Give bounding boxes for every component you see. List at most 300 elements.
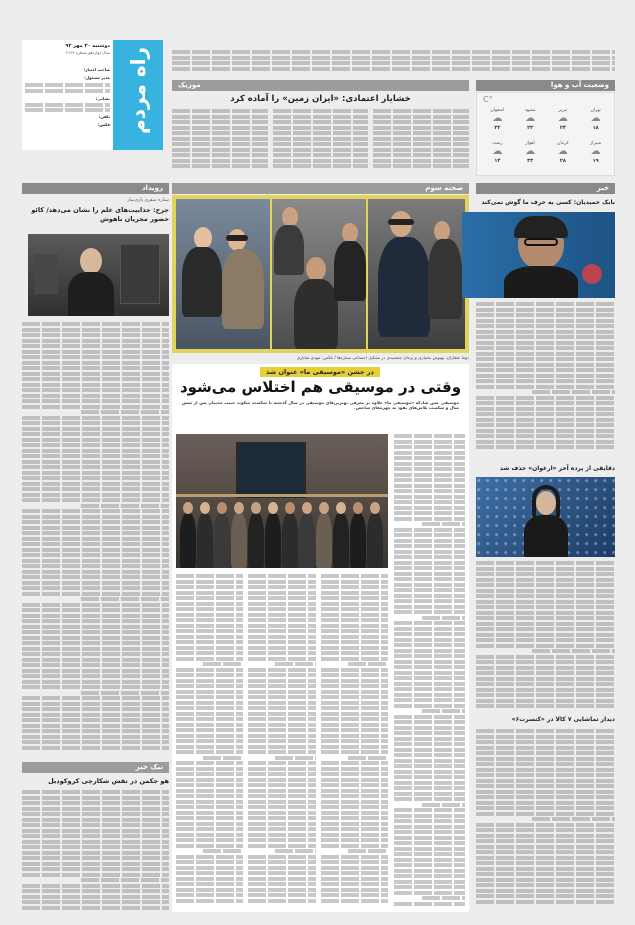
text-line — [275, 756, 315, 760]
text-line — [321, 811, 388, 815]
text-line — [176, 651, 243, 655]
person-head — [268, 502, 278, 514]
text-line — [321, 596, 388, 600]
text-line — [22, 366, 169, 370]
text-line — [394, 577, 465, 581]
bottom-left-headline: هو جکمن در نقش شکارچی کروکودیل — [48, 777, 169, 785]
text-line — [321, 877, 388, 881]
text-line — [22, 322, 169, 326]
text-line — [22, 685, 169, 689]
logo-text: راه مردم — [126, 47, 150, 134]
text-line — [176, 596, 243, 600]
text-line — [176, 789, 243, 793]
text-line — [248, 734, 315, 738]
text-line — [321, 673, 388, 677]
text-line — [394, 671, 465, 675]
text-line — [203, 662, 243, 666]
text-line — [476, 883, 615, 887]
text-line — [176, 750, 243, 754]
weather-city: تهران — [590, 108, 601, 113]
text-line — [394, 489, 465, 493]
text-line — [81, 878, 169, 882]
text-line — [176, 701, 243, 705]
text-line — [476, 644, 615, 648]
text-line — [476, 773, 615, 777]
text-line — [248, 838, 315, 842]
text-line — [394, 456, 465, 460]
person-body — [316, 513, 332, 568]
person-head — [200, 502, 210, 514]
text-line — [476, 845, 615, 849]
text-line — [176, 844, 243, 848]
text-line — [321, 701, 388, 705]
text-line — [22, 790, 169, 794]
text-line — [22, 498, 169, 502]
text-line — [394, 555, 465, 559]
text-line — [476, 319, 615, 323]
text-line — [476, 633, 615, 637]
text-line — [22, 537, 169, 541]
text-line — [176, 866, 243, 870]
text-line — [22, 696, 169, 700]
text-line — [22, 559, 169, 563]
text-line — [394, 654, 465, 658]
text-line — [476, 666, 615, 670]
text-line — [476, 699, 615, 703]
text-line — [22, 509, 169, 513]
text-line — [248, 794, 315, 798]
text-line — [248, 844, 315, 848]
text-line — [176, 728, 243, 732]
text-line — [22, 823, 169, 827]
text-line — [248, 640, 315, 644]
person-head — [353, 502, 363, 514]
text-line — [248, 613, 315, 617]
text-line — [394, 797, 465, 801]
text-line — [394, 478, 465, 482]
text-line — [394, 682, 465, 686]
text-line — [248, 761, 315, 765]
text-line — [176, 591, 243, 595]
text-line — [22, 718, 169, 722]
person-body — [248, 513, 264, 568]
text-line — [22, 724, 169, 728]
text-line — [248, 866, 315, 870]
text-line — [176, 602, 243, 606]
text-line — [321, 844, 388, 848]
text-line — [81, 597, 169, 601]
text-line — [176, 734, 243, 738]
text-line — [22, 867, 169, 871]
text-line — [22, 619, 169, 623]
weather-city: اهواز — [525, 141, 535, 146]
text-line — [476, 812, 615, 816]
top-info-strip — [172, 48, 615, 76]
text-line — [394, 506, 465, 510]
text-line — [321, 580, 388, 584]
text-line — [22, 674, 169, 678]
person-body — [350, 513, 366, 568]
text-line — [176, 745, 243, 749]
text-line — [321, 668, 388, 672]
cloud-icon: ☁ — [590, 113, 601, 124]
text-line — [476, 856, 615, 860]
person-body — [231, 513, 247, 568]
text-line — [176, 882, 243, 886]
text-line — [176, 800, 243, 804]
masthead-info — [22, 40, 113, 150]
crowd-figures — [176, 496, 388, 568]
text-line — [22, 581, 169, 585]
text-line — [248, 580, 315, 584]
text-line — [22, 542, 169, 546]
weather-city: رشت — [492, 141, 503, 146]
text-line — [321, 772, 388, 776]
text-line — [176, 761, 243, 765]
text-line — [422, 522, 465, 526]
text-line — [394, 891, 465, 895]
text-line — [248, 712, 315, 716]
text-line — [394, 698, 465, 702]
text-line — [22, 427, 169, 431]
photo-right — [368, 199, 465, 349]
text-line — [476, 729, 615, 733]
text-line — [248, 717, 315, 721]
third-scene-label: صحنه سوم — [425, 184, 463, 192]
weather-temp: ۲۳ — [527, 125, 534, 131]
text-line — [22, 862, 169, 866]
text-line — [248, 574, 315, 578]
cloud-icon: ☁ — [557, 146, 568, 157]
text-line — [22, 383, 169, 387]
masthead-logo — [113, 40, 163, 150]
text-line — [394, 764, 465, 768]
publisher-label: صاحب امتیاز: — [83, 67, 110, 72]
text-line — [176, 640, 243, 644]
cloud-icon: ☁ — [590, 146, 601, 157]
left-story-headline: جرج: جذابیت‌های علم را نشان می‌دهد/ کائو حضور مجریان باهوش — [31, 206, 169, 223]
text-line — [22, 449, 169, 453]
text-line — [321, 574, 388, 578]
text-line — [394, 440, 465, 444]
text-line — [248, 624, 315, 628]
text-line — [476, 784, 615, 788]
text-line — [348, 662, 388, 666]
text-line — [176, 585, 243, 589]
text-line — [22, 746, 169, 750]
text-line — [248, 893, 315, 897]
text-line — [248, 596, 315, 600]
weather-bar — [476, 80, 615, 91]
text-line — [394, 902, 465, 906]
text-line — [321, 888, 388, 892]
text-line — [394, 852, 465, 856]
text-line — [22, 432, 169, 436]
text-line — [22, 658, 169, 662]
weather-city: شیراز — [590, 141, 602, 146]
text-line — [476, 429, 615, 433]
text-line — [321, 750, 388, 754]
photo-middle — [272, 199, 366, 349]
text-line — [176, 618, 243, 622]
text-line — [394, 627, 465, 631]
person-head — [234, 502, 244, 514]
text-line — [321, 893, 388, 897]
text-line — [321, 745, 388, 749]
right-story3-headline: دیدار تماشایی ۷ کالا در «کنسرت۶» — [511, 716, 615, 723]
text-line — [394, 462, 465, 466]
text-line — [476, 867, 615, 871]
text-line — [22, 482, 169, 486]
text-line — [22, 520, 169, 524]
text-line — [176, 893, 243, 897]
text-line — [476, 751, 615, 755]
text-line — [476, 861, 615, 865]
text-line — [476, 900, 615, 904]
text-line — [394, 704, 465, 708]
text-line — [476, 638, 615, 642]
text-line — [476, 757, 615, 761]
text-line — [476, 746, 615, 750]
text-line — [476, 572, 615, 576]
text-line — [176, 624, 243, 628]
news-section-bar — [476, 183, 615, 194]
text-line — [394, 830, 465, 834]
text-line — [394, 781, 465, 785]
text-line — [248, 690, 315, 694]
text-line — [248, 651, 315, 655]
text-line — [394, 737, 465, 741]
text-line — [422, 803, 465, 807]
phone-label: تلفن: — [98, 114, 110, 119]
text-line — [394, 621, 465, 625]
text-line — [22, 845, 169, 849]
text-line — [203, 849, 243, 853]
text-line — [176, 607, 243, 611]
person-head — [302, 502, 312, 514]
text-line — [248, 745, 315, 749]
bottom-left-section-label: نیک خبر — [135, 763, 163, 771]
text-line — [22, 812, 169, 816]
top-story-headline: خشایار اعتمادی: «ایران زمین» را آماده کرد — [230, 94, 411, 104]
text-line — [22, 636, 169, 640]
text-line — [248, 618, 315, 622]
editor-label: مدیر مسئول: — [84, 75, 110, 80]
text-line — [176, 772, 243, 776]
text-line — [321, 657, 388, 661]
text-line — [81, 504, 169, 508]
text-line — [176, 580, 243, 584]
text-line — [476, 440, 615, 444]
text-line — [248, 750, 315, 754]
text-line — [176, 805, 243, 809]
text-line — [476, 335, 615, 339]
text-line — [22, 564, 169, 568]
text-line — [176, 684, 243, 688]
text-line — [22, 460, 169, 464]
text-line — [248, 800, 315, 804]
text-line — [394, 869, 465, 873]
text-line — [394, 649, 465, 653]
text-line — [22, 900, 169, 904]
text-line — [321, 816, 388, 820]
text-line — [321, 712, 388, 716]
text-line — [476, 671, 615, 675]
text-line — [394, 814, 465, 818]
text-line — [476, 682, 615, 686]
text-line — [176, 717, 243, 721]
text-line — [22, 630, 169, 634]
text-line — [394, 847, 465, 851]
text-line — [22, 405, 169, 409]
text-line — [476, 368, 615, 372]
weather-cell — [514, 107, 547, 140]
text-line — [476, 627, 615, 631]
text-line — [248, 827, 315, 831]
text-line — [22, 641, 169, 645]
text-line — [476, 693, 615, 697]
text-line — [248, 635, 315, 639]
text-line — [176, 679, 243, 683]
text-line — [422, 896, 465, 900]
text-line — [248, 591, 315, 595]
text-line — [476, 677, 615, 681]
text-line — [22, 884, 169, 888]
weather-cell — [514, 140, 547, 173]
text-line — [248, 668, 315, 672]
text-line — [22, 707, 169, 711]
text-line — [476, 379, 615, 383]
third-scene-bar — [172, 183, 469, 194]
text-line — [321, 783, 388, 787]
text-line — [22, 735, 169, 739]
text-line — [22, 663, 169, 667]
text-line — [476, 834, 615, 838]
text-line — [476, 839, 615, 843]
text-line — [321, 761, 388, 765]
left-story-kicker: ستاره صفری بازی‌ساز — [127, 198, 169, 203]
text-line — [476, 894, 615, 898]
text-line — [394, 731, 465, 735]
text-line — [394, 808, 465, 812]
text-line — [22, 476, 169, 480]
text-line — [321, 706, 388, 710]
text-line — [476, 889, 615, 893]
weather-temp: ۱۹ — [592, 158, 599, 164]
text-line — [476, 740, 615, 744]
event-section-bar — [22, 183, 169, 194]
right-story1-headline: بابک حمیدیان: کسی به حرف ما گوش نمی‌کند — [481, 199, 615, 206]
text-line — [22, 834, 169, 838]
weather-city: اصفهان — [490, 108, 505, 113]
text-line — [321, 679, 388, 683]
text-line — [394, 720, 465, 724]
text-line — [394, 676, 465, 680]
text-line — [248, 882, 315, 886]
photo-left — [176, 199, 270, 349]
text-line — [476, 779, 615, 783]
text-line — [394, 561, 465, 565]
text-line — [394, 726, 465, 730]
text-line — [394, 885, 465, 889]
text-line — [394, 825, 465, 829]
main-story — [172, 364, 469, 912]
text-line — [394, 874, 465, 878]
text-line — [176, 816, 243, 820]
text-line — [22, 372, 169, 376]
text-line — [248, 871, 315, 875]
text-line — [394, 533, 465, 537]
text-line — [476, 823, 615, 827]
text-line — [203, 756, 243, 760]
text-line — [476, 346, 615, 350]
person-head — [217, 502, 227, 514]
person-head — [251, 502, 261, 514]
text-line — [248, 855, 315, 859]
text-line — [321, 602, 388, 606]
right-story1-photo — [462, 212, 615, 298]
text-line — [321, 624, 388, 628]
text-line — [394, 775, 465, 779]
text-line — [22, 454, 169, 458]
text-line — [176, 646, 243, 650]
main-story-headline: وقتی در موسیقی هم اختلاس می‌شود — [179, 378, 462, 396]
text-line — [321, 684, 388, 688]
person-body — [180, 513, 196, 568]
weather-cell — [547, 107, 580, 140]
text-line — [248, 695, 315, 699]
person-body — [214, 513, 230, 568]
text-line — [394, 434, 465, 438]
text-line — [248, 585, 315, 589]
text-line — [394, 643, 465, 647]
text-line — [476, 688, 615, 692]
text-line — [22, 680, 169, 684]
text-line — [394, 544, 465, 548]
text-line — [22, 548, 169, 552]
weather-temp: ۱۴ — [494, 158, 501, 164]
text-line — [348, 756, 388, 760]
weather-grid — [481, 107, 612, 173]
text-line — [476, 872, 615, 876]
text-line — [321, 899, 388, 903]
text-line — [22, 608, 169, 612]
text-line — [248, 723, 315, 727]
text-line — [22, 856, 169, 860]
text-line — [394, 500, 465, 504]
text-line — [476, 611, 615, 615]
text-line — [176, 767, 243, 771]
date-line: دوشنبه ۳۰ مهر ۹۳ — [65, 43, 110, 49]
weather-temp: ۲۴ — [559, 125, 566, 131]
text-line — [321, 635, 388, 639]
text-line — [176, 860, 243, 864]
text-line — [81, 691, 169, 695]
text-line — [176, 574, 243, 578]
text-line — [22, 906, 169, 910]
text-line — [394, 484, 465, 488]
text-line — [22, 796, 169, 800]
text-line — [22, 471, 169, 475]
text-line — [394, 632, 465, 636]
text-line — [22, 570, 169, 574]
text-line — [321, 618, 388, 622]
person-body — [282, 513, 298, 568]
text-line — [394, 566, 465, 570]
text-line — [394, 550, 465, 554]
weather-cell — [481, 140, 514, 173]
text-line — [176, 657, 243, 661]
